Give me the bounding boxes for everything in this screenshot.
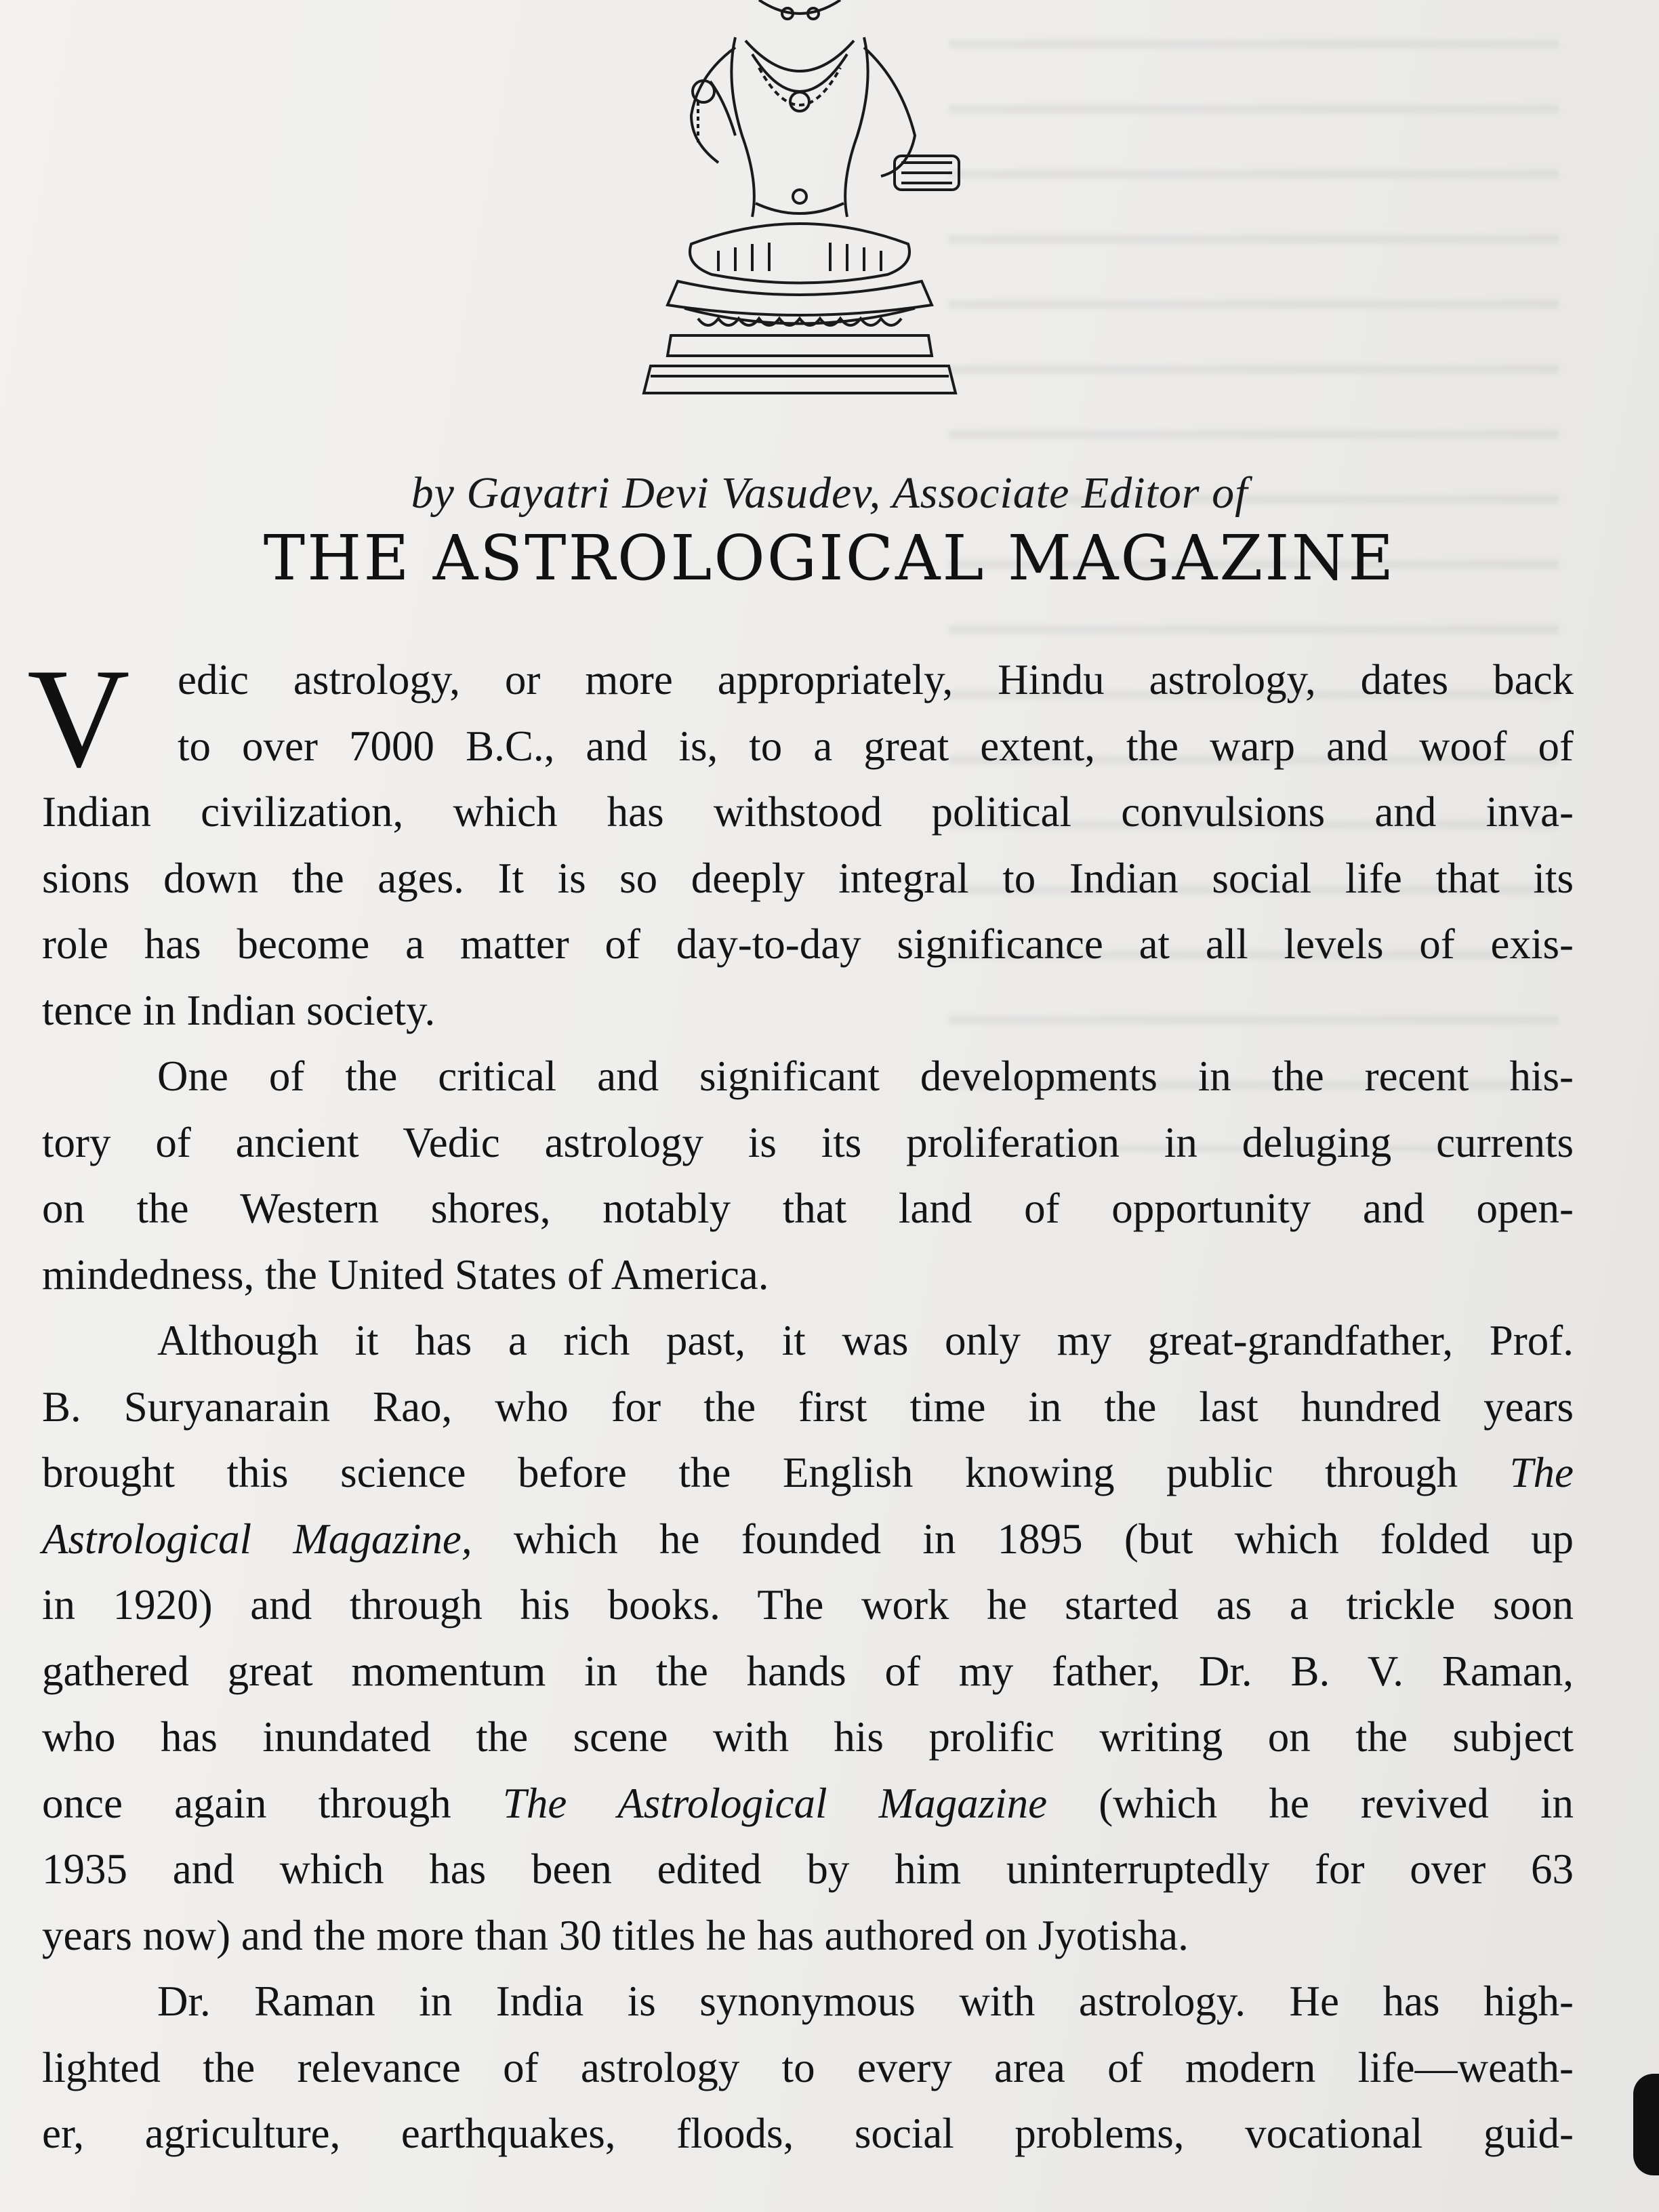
text-line: One of the critical and significant developments in the recent his- xyxy=(157,1052,1574,1100)
text-line: gathered great momentum in the hands of my father, Dr. B. V. Raman, xyxy=(42,1647,1574,1695)
text-line: sions down the ages. It is so deeply integral to Indian social life that its xyxy=(42,854,1574,902)
page-edge-clip xyxy=(1633,2074,1659,2175)
text-line: B. Suryanarain Rao, who for the first time in the last hundred years xyxy=(42,1382,1574,1431)
text-line: mindedness, the United States of America. xyxy=(42,1250,769,1298)
text-line: years now) and the more than 30 titles he has authored on Jyotisha. xyxy=(42,1911,1189,1959)
text-line: lighted the relevance of astrology to every area of modern life—weath- xyxy=(42,2043,1574,2091)
text-line: Astrological Magazine, which he founded in 1895 (but which folded up xyxy=(42,1515,1574,1563)
text-line: once again through The Astrological Magazine (which he revived in xyxy=(42,1779,1574,1827)
text-line: Dr. Raman in India is synonymous with astrology. He has high- xyxy=(157,1978,1574,2025)
magazine-title: THE ASTROLOGICAL MAGAZINE xyxy=(263,522,1396,594)
text-line: er, agriculture, earthquakes, floods, social problems, vocational guid- xyxy=(42,2110,1574,2157)
drop-cap: V xyxy=(27,640,130,797)
text-line: role has become a matter of day-to-day significance at all levels of exis- xyxy=(42,920,1574,968)
text-line: on the Western shores, notably that land of opportunity and open- xyxy=(42,1185,1574,1232)
text-line: in 1920) and through his books. The work he started as a trickle soon xyxy=(42,1581,1574,1629)
byline: by Gayatri Devi Vasudev, Associate Editor of xyxy=(411,468,1248,518)
text-line: to over 7000 B.C., and is, to a great extent, the warp and woof of xyxy=(178,722,1574,770)
text-line: 1935 and which has been edited by him uninterruptedly for over 63 xyxy=(42,1845,1574,1893)
text-line: Indian civilization, which has withstood political convulsions and inva- xyxy=(42,788,1574,836)
text-line: brought this science before the English knowing public through The xyxy=(42,1449,1574,1496)
article-body xyxy=(42,647,1574,2167)
text-line: who has inundated the scene with his prolific writing on the subject xyxy=(42,1713,1574,1761)
text-line: tory of ancient Vedic astrology is its proliferation in deluging currents xyxy=(42,1118,1574,1166)
text-line: tence in Indian society. xyxy=(42,986,436,1034)
seated-deity-illustration-icon xyxy=(590,0,1010,396)
text-line: edic astrology, or more appropriately, Hindu astrology, dates back xyxy=(178,656,1574,703)
text-line: Although it has a rich past, it was only my great-grandfather, Prof. xyxy=(157,1317,1574,1364)
